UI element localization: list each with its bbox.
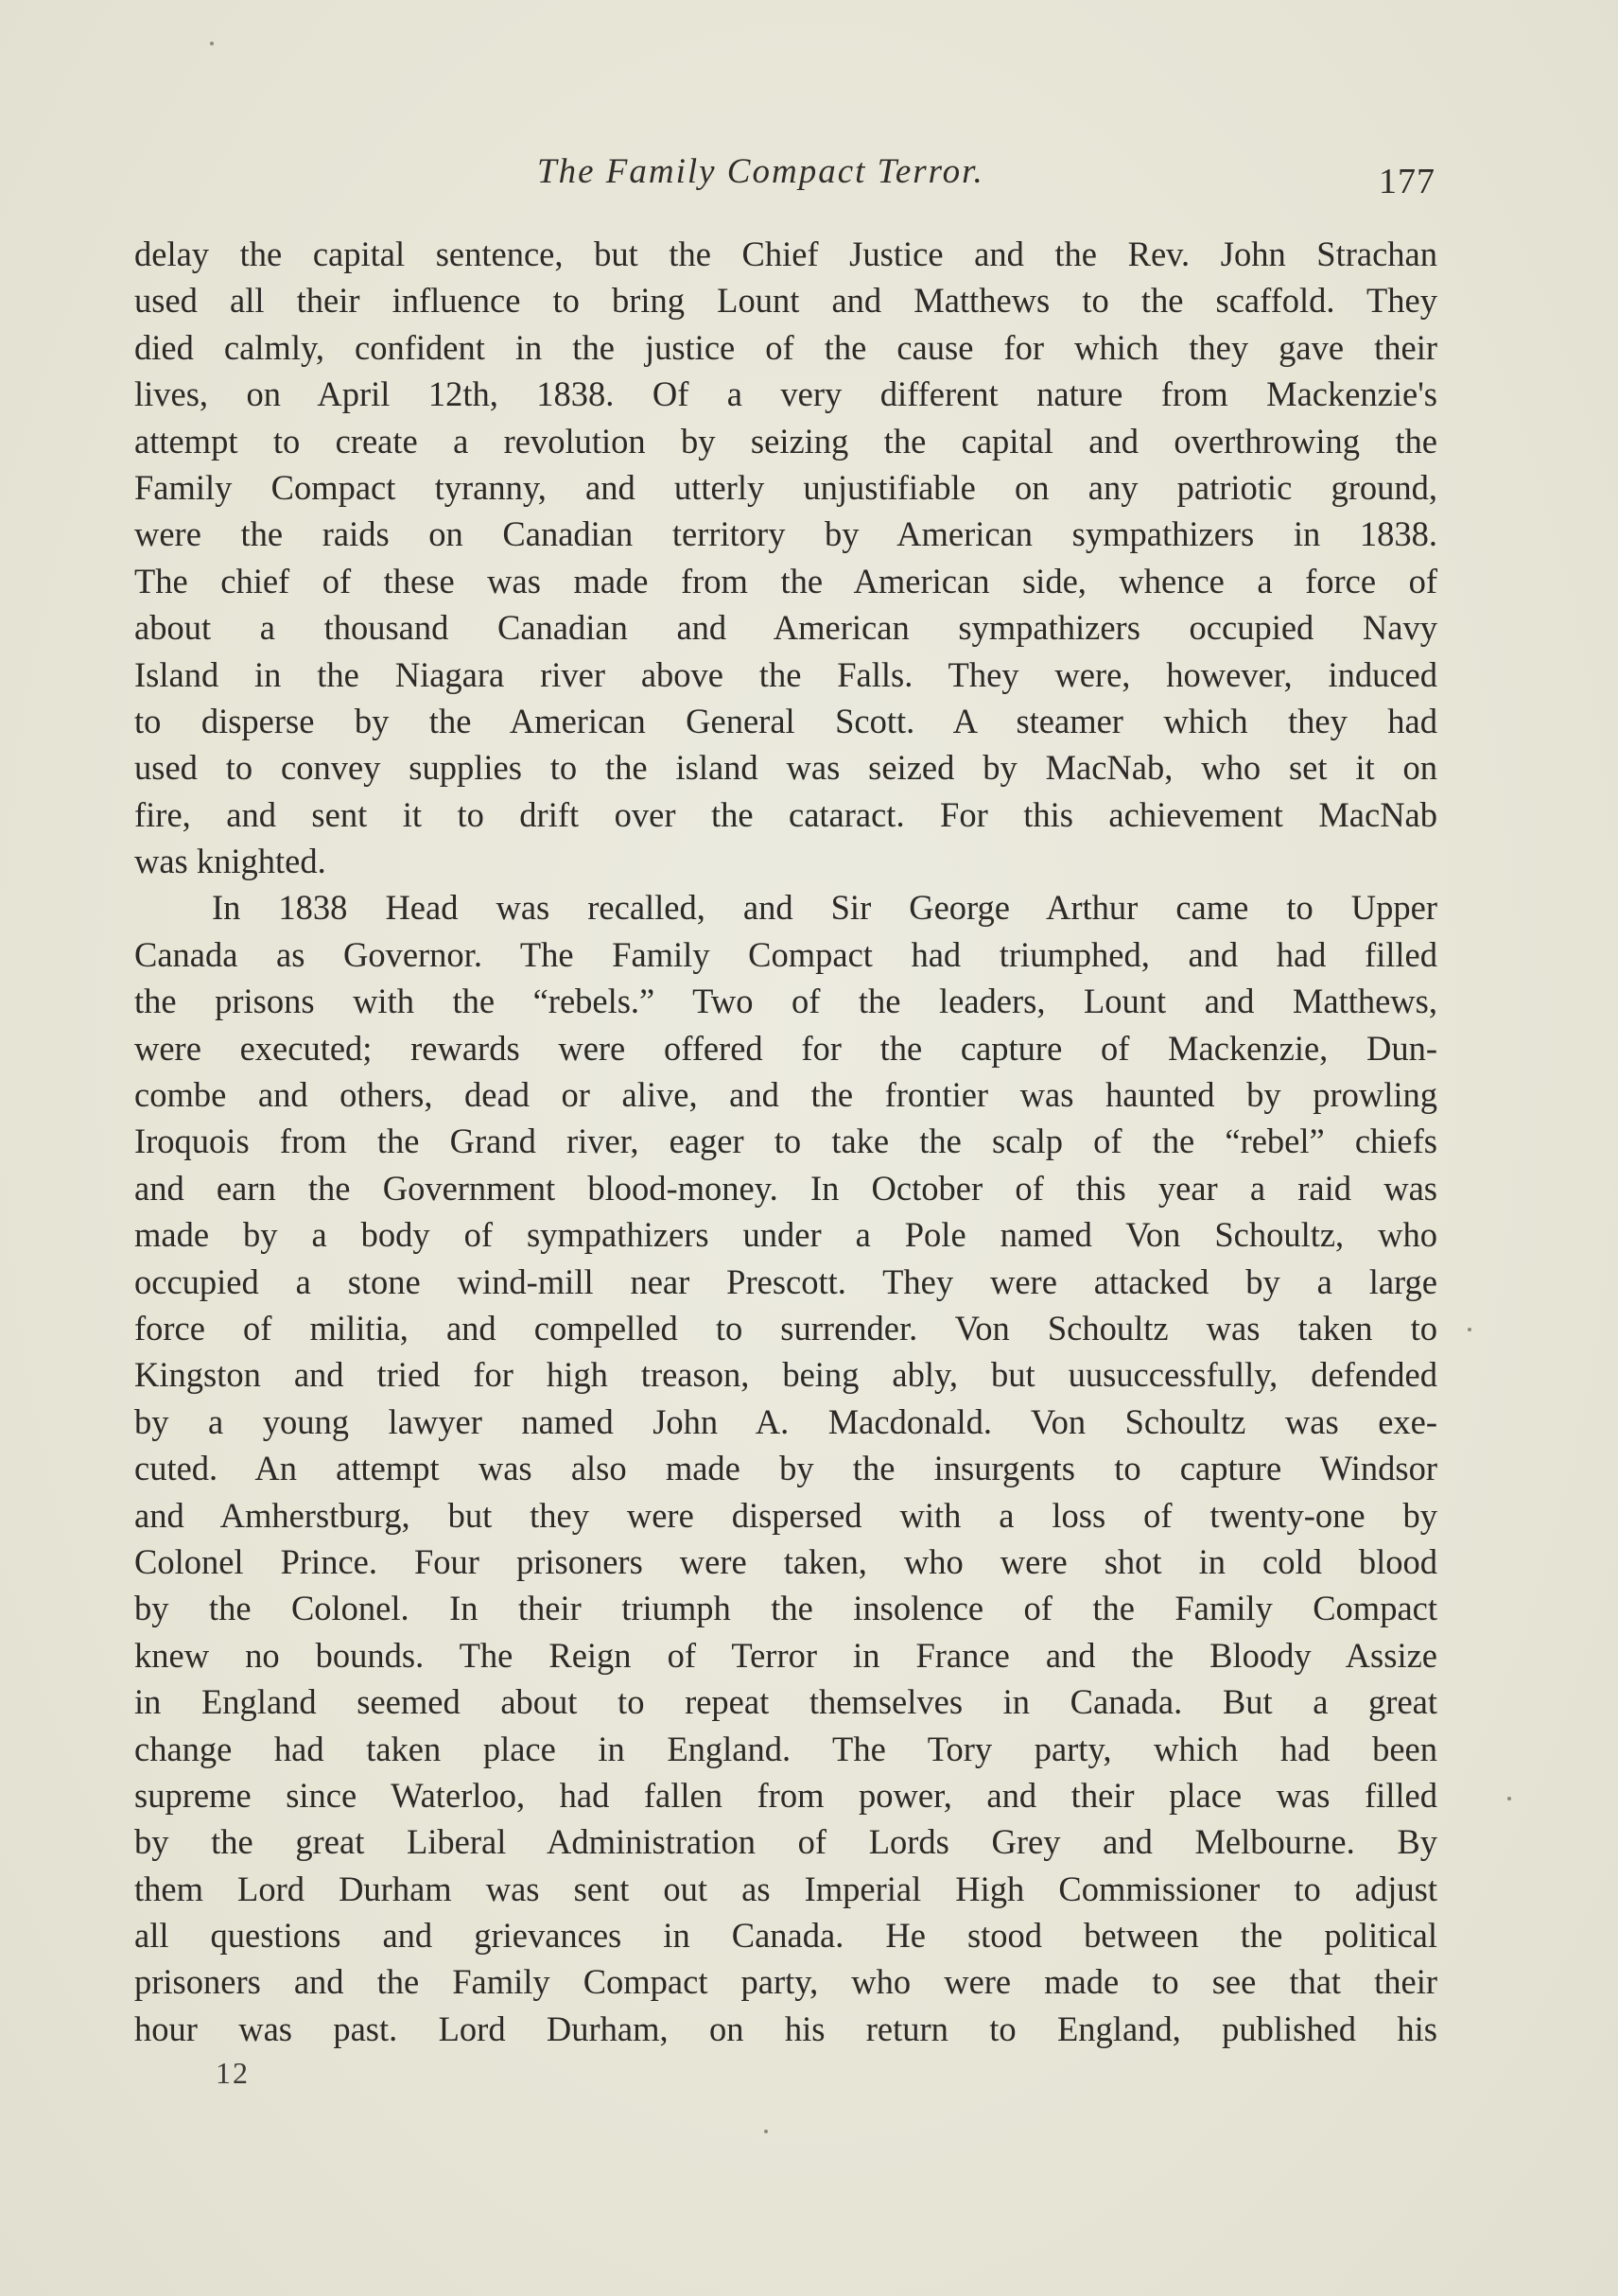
- text-line: Family Compact tyranny, and utterly unjustifiable on any patriotic ground,: [134, 467, 1437, 507]
- text-line: lives, on April 12th, 1838. Of a very different nature from Mackenzie's: [134, 374, 1437, 414]
- text-line: hour was past. Lord Durham, on his return to England, published his: [134, 2009, 1437, 2048]
- paragraph-end-line: was knighted.: [134, 842, 326, 881]
- text-line: the prisons with the “rebels.” Two of the leaders, Lount and Matthews,: [134, 982, 1437, 1021]
- text-line: fire, and sent it to drift over the cataract. For this achievement MacNab: [134, 794, 1437, 834]
- body-text: [134, 231, 1437, 2052]
- text-line: were the raids on Canadian territory by American sympathizers in 1838.: [134, 514, 1437, 554]
- text-line: by the Colonel. In their triumph the insolence of the Family Compact: [134, 1589, 1437, 1628]
- page-number: 177: [1379, 162, 1435, 201]
- text-line: in England seemed about to repeat themselves in Canada. But a great: [134, 1682, 1437, 1722]
- text-line: Colonel Prince. Four prisoners were taken, who were shot in cold blood: [134, 1541, 1437, 1581]
- text-line: made by a body of sympathizers under a Pole named Von Schoultz, who: [134, 1215, 1437, 1255]
- paper-speck: [764, 2130, 768, 2133]
- paper-speck: [1507, 1797, 1511, 1800]
- text-line: delay the capital sentence, but the Chief Justice and the Rev. John Strachan: [134, 235, 1437, 273]
- text-line: Iroquois from the Grand river, eager to take the scalp of the “rebel” chiefs: [134, 1122, 1437, 1161]
- text-line: combe and others, dead or alive, and the frontier was haunted by prowling: [134, 1075, 1437, 1115]
- paper-speck: [210, 42, 214, 45]
- signature-mark: 12: [216, 2056, 250, 2090]
- text-line: attempt to create a revolution by seizing the capital and overthrowing the: [134, 421, 1437, 461]
- text-line: change had taken place in England. The Tory party, which had been: [134, 1729, 1437, 1768]
- text-line: and Amherstburg, but they were dispersed with a loss of twenty-one by: [134, 1495, 1437, 1535]
- text-line: by the great Liberal Administration of Lords Grey and Melbourne. By: [134, 1822, 1437, 1862]
- text-line: Canada as Governor. The Family Compact had triumphed, and had filled: [134, 934, 1437, 974]
- text-line: The chief of these was made from the American side, whence a force of: [134, 561, 1437, 600]
- text-line: them Lord Durham was sent out as Imperial High Commissioner to adjust: [134, 1869, 1437, 1908]
- running-title: The Family Compact Terror.: [537, 152, 984, 191]
- text-line: by a young lawyer named John A. Macdonald. Von Schoultz was exe-: [134, 1401, 1437, 1441]
- text-line: prisoners and the Family Compact party, who were made to see that their: [134, 1962, 1437, 2002]
- text-line: were executed; rewards were offered for the capture of Mackenzie, Dun-: [134, 1028, 1437, 1068]
- text-line: knew no bounds. The Reign of Terror in France and the Bloody Assize: [134, 1635, 1437, 1675]
- text-line: occupied a stone wind-mill near Prescott. They were attacked by a large: [134, 1261, 1437, 1301]
- text-line: to disperse by the American General Scott. A steamer which they had: [134, 701, 1437, 740]
- text-line: all questions and grievances in Canada. He stood between the political: [134, 1916, 1437, 1956]
- paper-speck: [1468, 1328, 1471, 1331]
- text-line: supreme since Waterloo, had fallen from power, and their place was filled: [134, 1775, 1437, 1815]
- text-line: force of militia, and compelled to surrender. Von Schoultz was taken to: [134, 1308, 1437, 1348]
- text-line: Island in the Niagara river above the Falls. They were, however, induced: [134, 654, 1437, 694]
- text-line: cuted. An attempt was also made by the insurgents to capture Windsor: [134, 1449, 1437, 1488]
- text-line: died calmly, confident in the justice of the cause for which they gave their: [134, 327, 1437, 367]
- paragraph-start-line: In 1838 Head was recalled, and Sir George Arthur came to Upper: [212, 888, 1437, 928]
- text-line: Kingston and tried for high treason, being ably, but uusuccessfully, defended: [134, 1355, 1437, 1395]
- running-head: [132, 142, 1437, 208]
- text-line: and earn the Government blood-money. In October of this year a raid was: [134, 1168, 1437, 1208]
- text-line: used all their influence to bring Lount and Matthews to the scaffold. They: [134, 281, 1437, 321]
- text-line: about a thousand Canadian and American sympathizers occupied Navy: [134, 608, 1437, 648]
- text-line: used to convey supplies to the island was seized by MacNab, who set it on: [134, 748, 1437, 788]
